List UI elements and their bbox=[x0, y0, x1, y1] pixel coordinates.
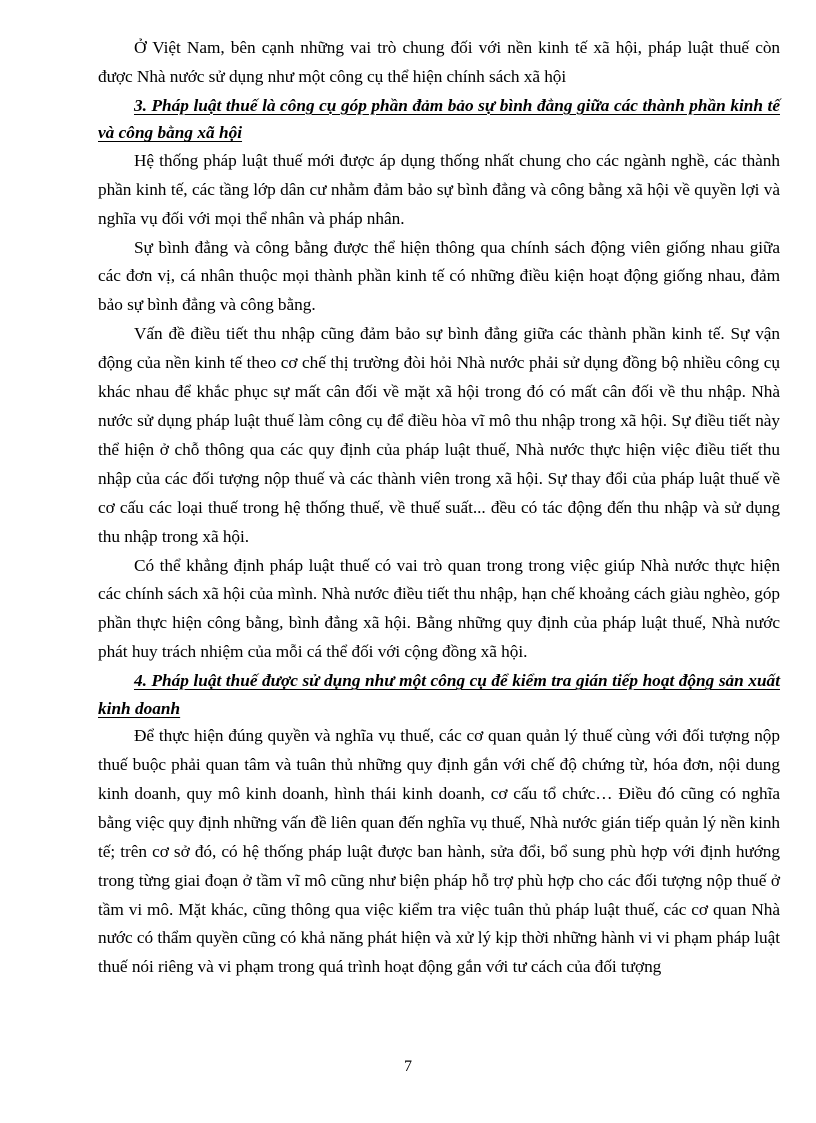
body-paragraph: Vấn đề điều tiết thu nhập cũng đảm bảo sự bình đẳng giữa các thành phần kinh tế. Sự vận động của nền kinh tế theo cơ chế thị trường đòi hỏi Nhà nước phải sử dụng đồng bộ nhiều công cụ khác nhau để khắc phục sự mất cân đối về mặt xã hội trong đó có mất cân đối về thu nhập. Nhà nước sử dụng pháp luật thuế làm công cụ để điều hòa vĩ mô thu nhập trong xã hội. Sự điều tiết này thể hiện ở chỗ thông qua các quy định của pháp luật thuế, Nhà nước thực hiện việc điều tiết thu nhập của các đối tượng nộp thuế và các thành viên trong xã hội. Sự thay đổi của pháp luật thuế về cơ cấu các loại thuế trong hệ thống thuế, về thuế suất... đều có tác động đến thu nhập và sử dụng thu nhập trong xã hội. bbox=[98, 324, 780, 546]
section-heading-3: 3. Pháp luật thuế là công cụ góp phần đảm bảo sự bình đẳng giữa các thành phần kinh tế và công bằng xã hội bbox=[98, 95, 780, 143]
body-paragraph: Để thực hiện đúng quyền và nghĩa vụ thuế, các cơ quan quản lý thuế cùng với đối tượng nộp thuế buộc phải quan tâm và tuân thủ những quy định gắn với chế độ chứng từ, hóa đơn, nội dung kinh doanh, quy mô kinh doanh, hình thái kinh doanh, cơ cấu tổ chức… Điều đó cũng có nghĩa bằng việc quy định những vấn đề liên quan đến nghĩa vụ thuế, Nhà nước gián tiếp quản lý nền kinh tế; trên cơ sở đó, có hệ thống pháp luật được ban hành, sửa đổi, bổ sung phù hợp với định hướng trong từng giai đoạn ở tầm vĩ mô cũng như biện pháp hỗ trợ phù hợp cho các đối tượng nộp thuế ở tầm vi mô. Mặt khác, cũng thông qua việc kiểm tra việc tuân thủ pháp luật thuế, các cơ quan Nhà nước có thẩm quyền cũng có khả năng phát hiện và xử lý kịp thời những hành vi vi phạm pháp luật thuế nói riêng và vi phạm trong quá trình hoạt động gắn với tư cách của đối tượng bbox=[98, 726, 781, 977]
document-page bbox=[98, 34, 780, 982]
section-heading-4: 4. Pháp luật thuế được sử dụng như một công cụ để kiểm tra gián tiếp hoạt động sản xuất kinh doanh bbox=[98, 671, 780, 718]
body-paragraph: Có thể khẳng định pháp luật thuế có vai trò quan trong trong việc giúp Nhà nước thực hiện các chính sách xã hội của mình. Nhà nước điều tiết thu nhập, hạn chế khoảng cách giàu nghèo, góp phần thực hiện công bằng, bình đẳng xã hội. Bằng những quy định của pháp luật thuế, Nhà nước phát huy trách nhiệm của mỗi cá thể đối với cộng đồng xã hội. bbox=[98, 555, 780, 662]
body-paragraph: Hệ thống pháp luật thuế mới được áp dụng thống nhất chung cho các ngành nghề, các thành phần kinh tế, các tầng lớp dân cư nhằm đảm bảo sự bình đẳng và công bằng xã hội về quyền lợi và nghĩa vụ đối với mọi thể nhân và pháp nhân. bbox=[98, 150, 780, 228]
page-number: 7 bbox=[404, 1058, 412, 1075]
body-paragraph: Sự bình đẳng và công bằng được thể hiện thông qua chính sách động viên giống nhau giữa các đơn vị, cá nhân thuộc mọi thành phần kinh tế có những điều kiện hoạt động giống nhau, đảm bảo sự bình đẳng và công bằng. bbox=[98, 237, 780, 315]
body-paragraph: Ở Việt Nam, bên cạnh những vai trò chung đối với nền kinh tế xã hội, pháp luật thuế còn được Nhà nước sử dụng như một công cụ thể hiện chính sách xã hội bbox=[98, 38, 780, 86]
